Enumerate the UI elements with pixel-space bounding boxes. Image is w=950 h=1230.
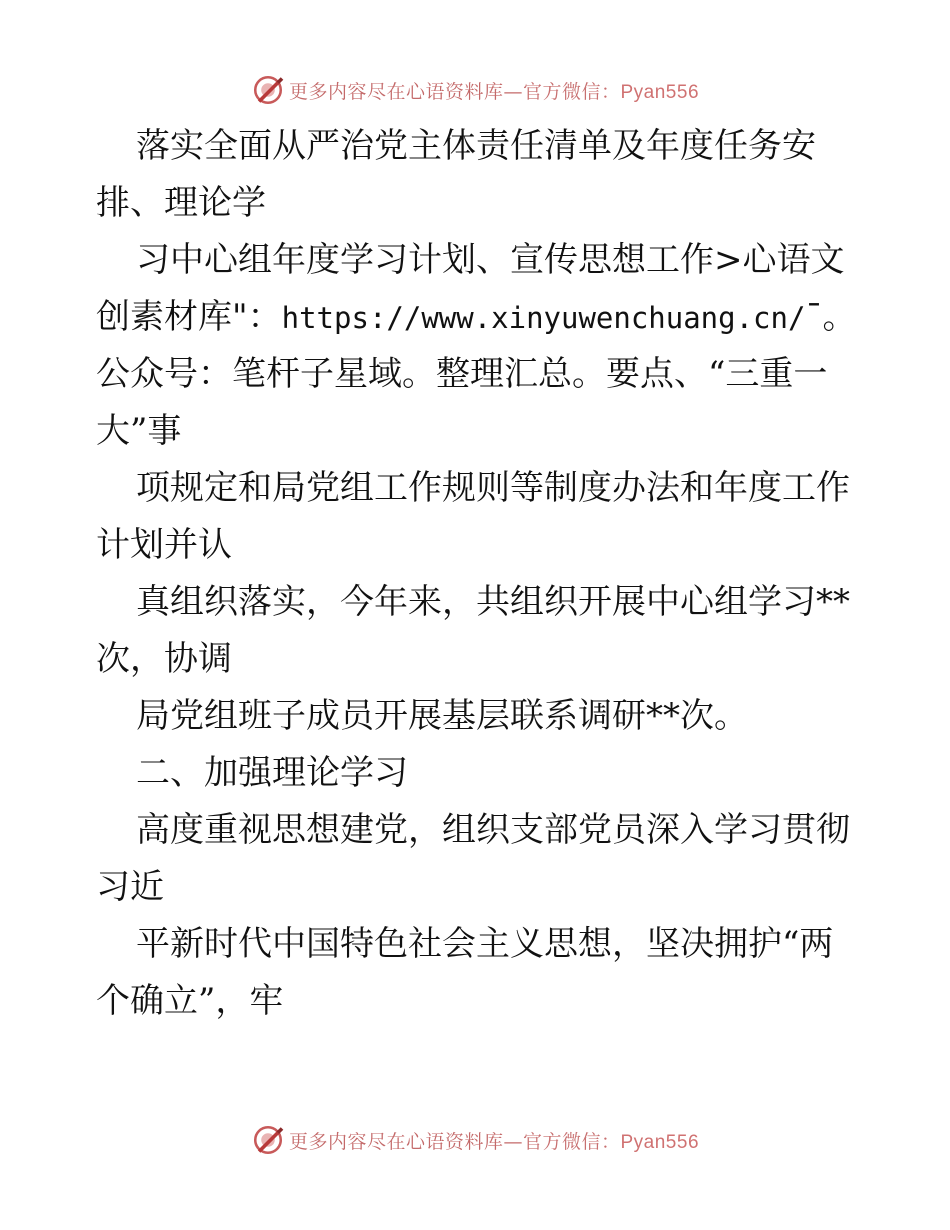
text-line: 排、理论学 — [96, 183, 266, 223]
body-text — [96, 118, 896, 1030]
text-line: 个确立”，牢 — [96, 981, 284, 1021]
text-line: 计划并认 — [96, 525, 232, 565]
text-line — [96, 289, 896, 346]
text-line: 落实全面从严治党主体责任清单及年度任务安 — [136, 126, 816, 166]
text-segment: 创素材库"： — [96, 297, 282, 337]
text-line: 真组织落实，今年来，共组织开展中心组学习** — [136, 582, 850, 622]
text-line: 习近 — [96, 867, 164, 907]
text-line: 大”事 — [96, 411, 182, 451]
pen-logo-icon — [251, 1123, 285, 1157]
text-segment: ¯。 — [805, 297, 857, 337]
watermark-dash: — — [503, 1130, 523, 1153]
text-line: 公众号：笔杆子星域。整理汇总。要点、“三重一 — [96, 354, 828, 394]
watermark-label: 官方微信： — [522, 1130, 621, 1153]
watermark-title: 更多内容尽在心语资料库 — [288, 1130, 504, 1153]
section-heading: 二、加强理论学习 — [136, 753, 408, 793]
watermark-id: Pyan556 — [620, 1131, 700, 1153]
text-line: 习中心组年度学习计划、宣传思想工作>心语文 — [136, 240, 845, 280]
watermark-header — [0, 70, 950, 110]
pen-logo-icon — [251, 73, 285, 107]
text-line: 局党组班子成员开展基层联系调研**次。 — [136, 696, 748, 736]
watermark-id: Pyan556 — [620, 81, 700, 103]
website-url-text: https://www.xinyuwenchuang.cn/ — [281, 301, 806, 335]
watermark-label: 官方微信： — [522, 80, 621, 103]
text-line: 平新时代中国特色社会主义思想，坚决拥护“两 — [136, 924, 834, 964]
text-line: 项规定和局党组工作规则等制度办法和年度工作 — [136, 468, 850, 508]
watermark-dash: — — [503, 80, 523, 103]
watermark-footer — [0, 1120, 950, 1160]
watermark-title: 更多内容尽在心语资料库 — [288, 80, 504, 103]
text-line: 高度重视思想建党，组织支部党员深入学习贯彻 — [136, 810, 850, 850]
text-line: 次，协调 — [96, 639, 232, 679]
